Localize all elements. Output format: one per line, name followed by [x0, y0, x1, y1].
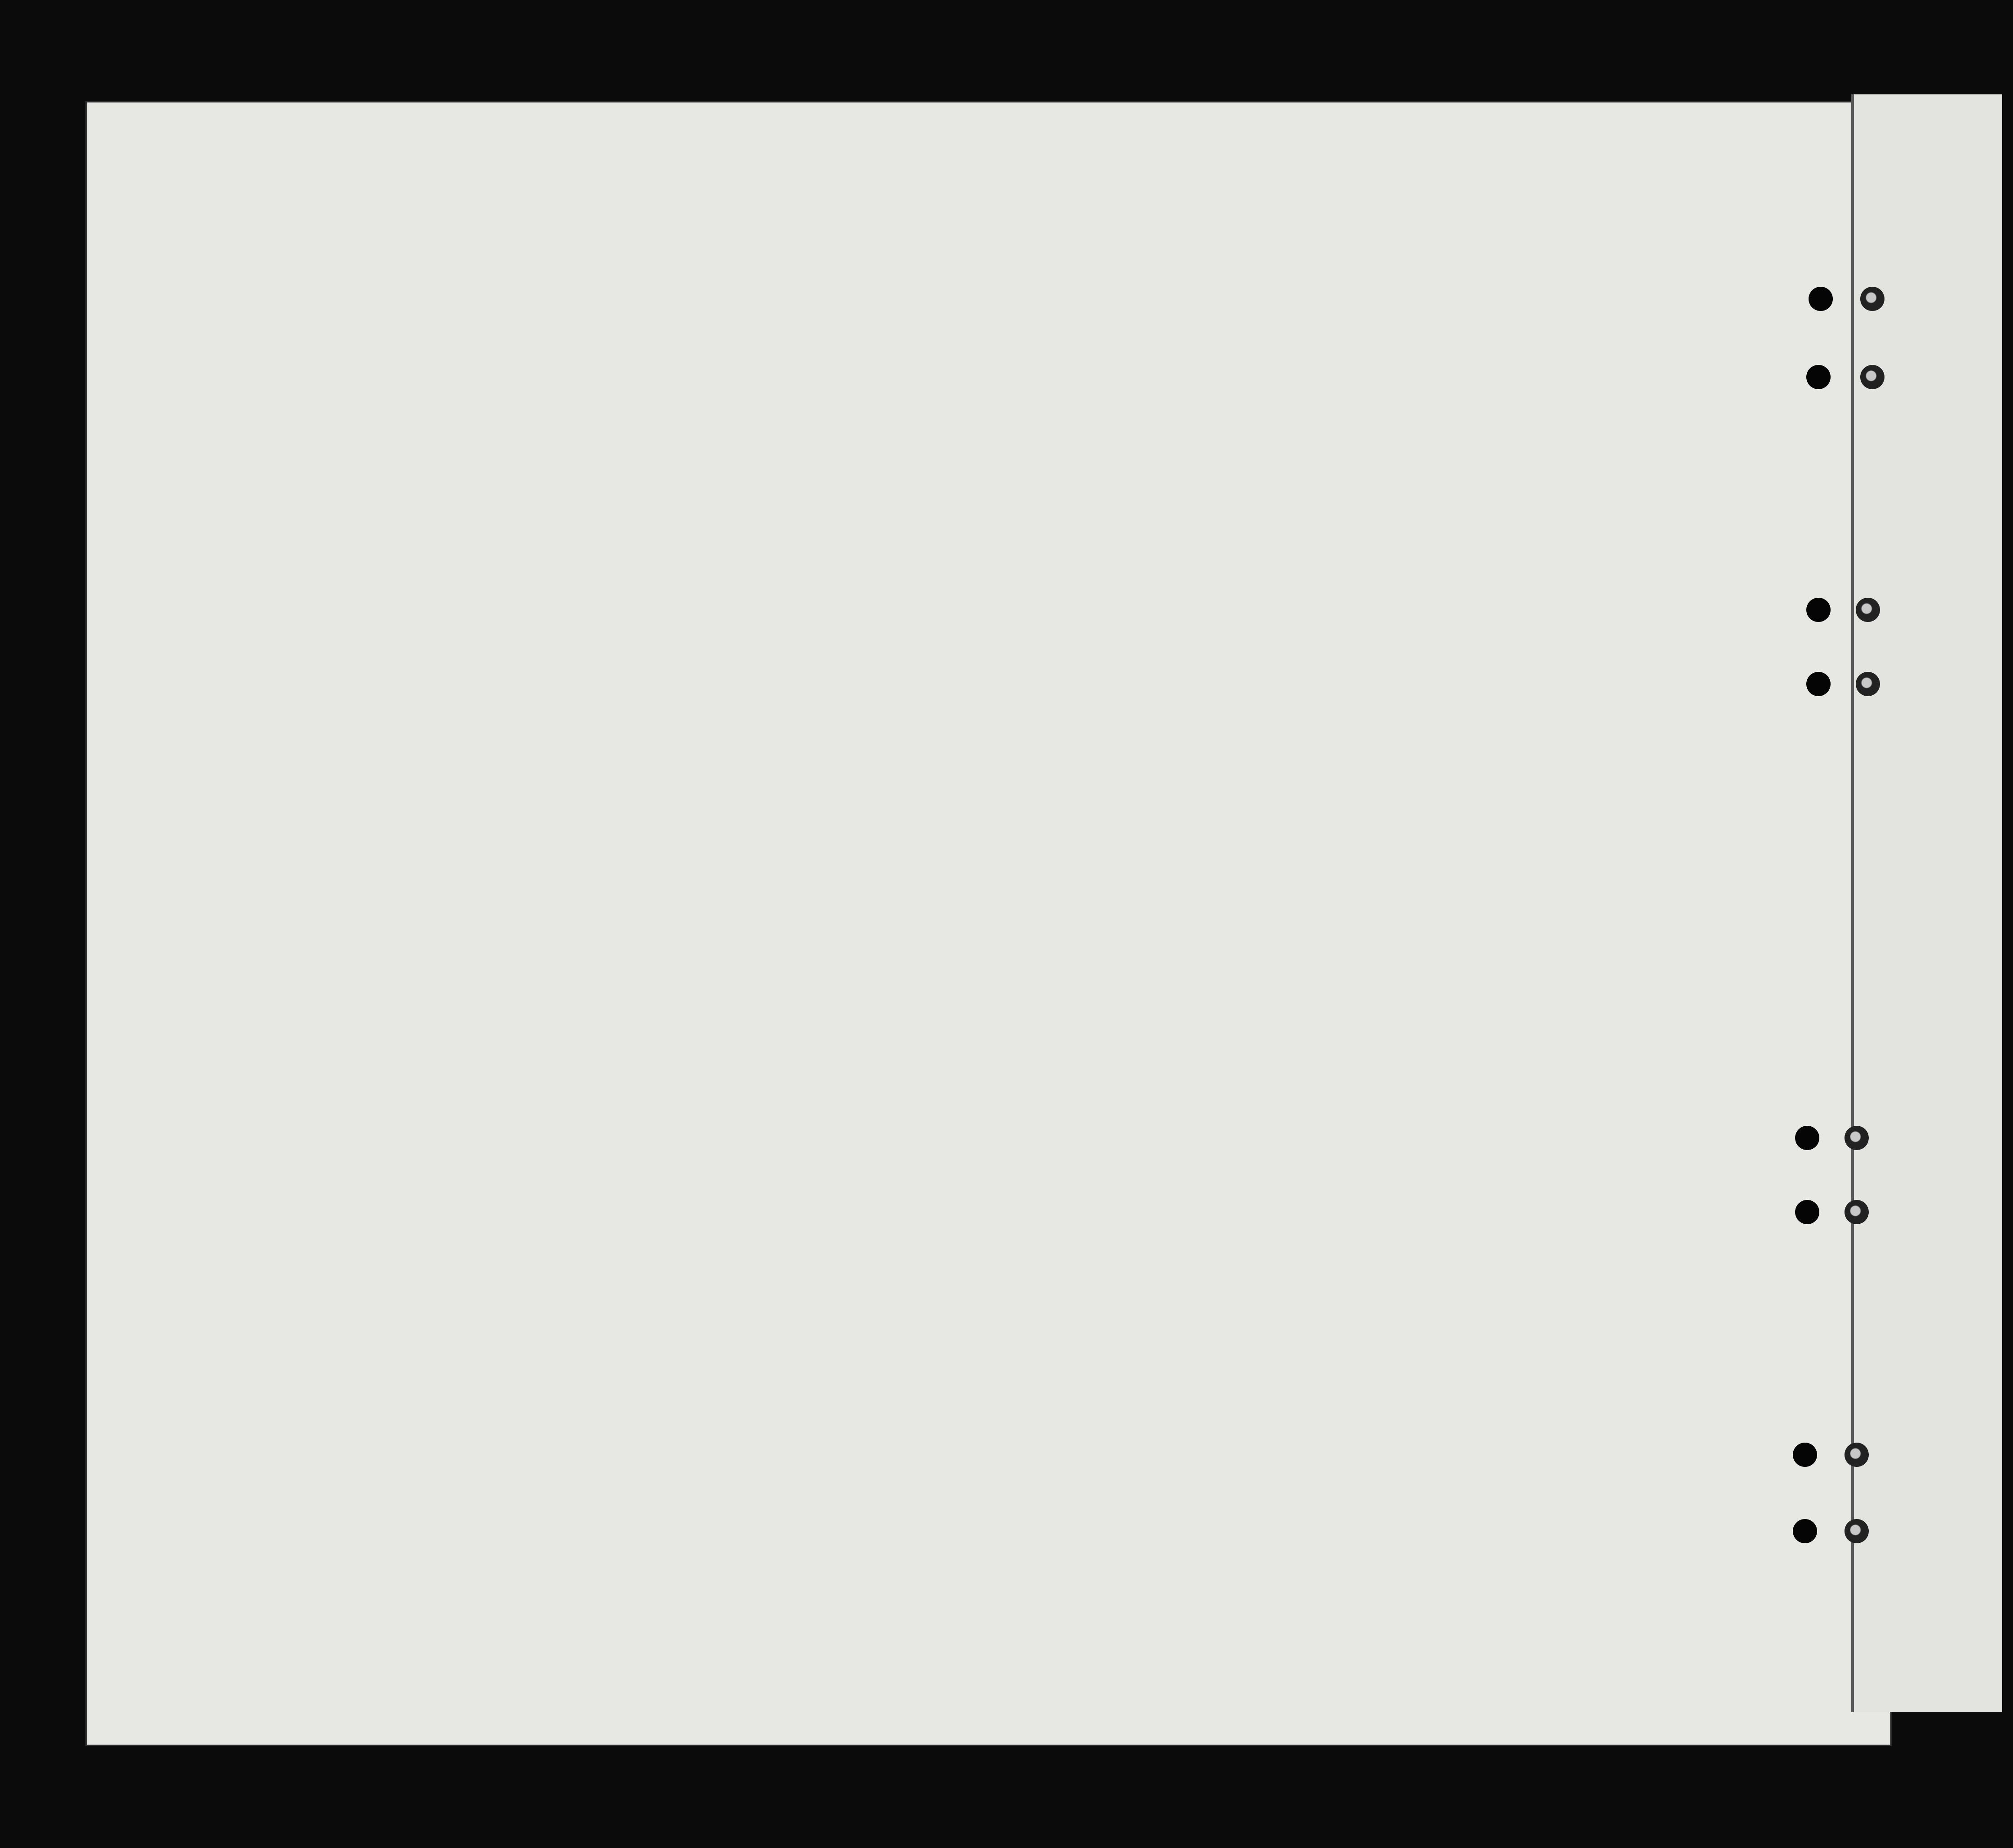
- punch-hole: [1806, 672, 1831, 696]
- adjacent-sheet: [1851, 94, 2002, 1712]
- manifest-sheet: [85, 101, 1892, 1746]
- punch-hole: [1845, 1519, 1869, 1543]
- punch-hole: [1845, 1443, 1869, 1467]
- punch-hole: [1806, 598, 1831, 622]
- punch-hole: [1793, 1519, 1817, 1543]
- punch-hole: [1856, 672, 1880, 696]
- punch-hole: [1795, 1126, 1819, 1150]
- punch-hole: [1795, 1200, 1819, 1224]
- punch-hole: [1806, 365, 1831, 389]
- punch-hole: [1845, 1126, 1869, 1150]
- punch-hole: [1793, 1443, 1817, 1467]
- punch-hole: [1809, 287, 1833, 311]
- punch-hole: [1860, 365, 1884, 389]
- punch-hole: [1860, 287, 1884, 311]
- punch-hole: [1845, 1200, 1869, 1224]
- punch-hole: [1856, 598, 1880, 622]
